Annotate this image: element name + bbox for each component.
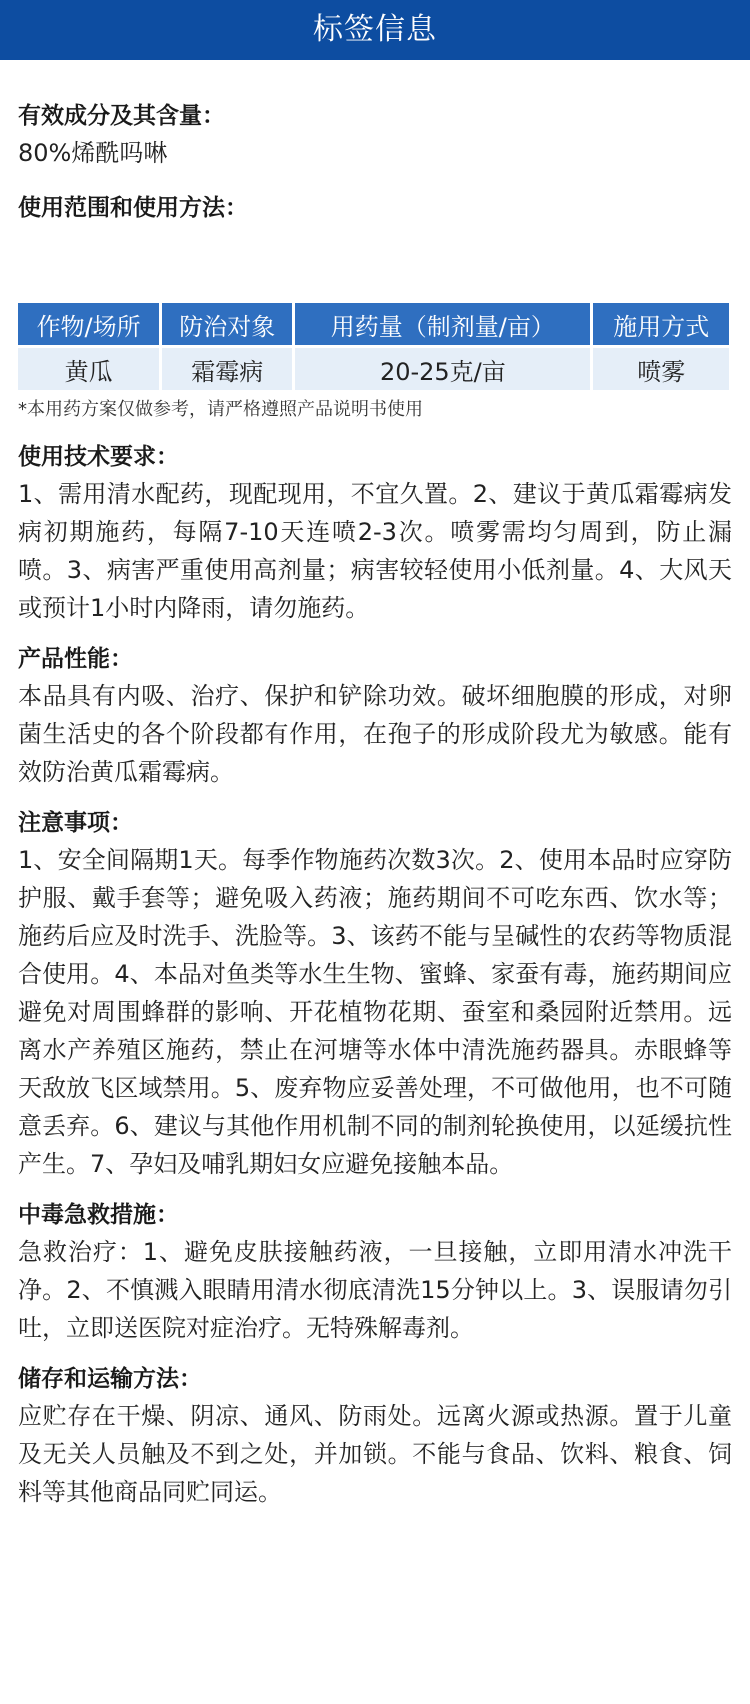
dose-table-header-row: [18, 303, 729, 345]
dose-table-cell-method: 喷雾: [593, 348, 729, 390]
dose-table-header-target: 防治对象: [162, 303, 292, 345]
precautions-body: 1、安全间隔期1天。每季作物施药次数3次。2、使用本品时应穿防护服、戴手套等；避免吸入药液；施药期间不可吃东西、饮水等；施药后应及时洗手、洗脸等。3、该药不能与呈碱性的农药等物质混合使用。4、本品对鱼类等水生生物、蜜蜂、家蚕有毒，施药期间应避免对周围蜂群的影响、开花植物花期、蚕室和桑园附近禁用。远离水产养殖区施药，禁止在河塘等水体中清洗施药器具。赤眼蜂等天敌放飞区域禁用。5、废弃物应妥善处理，不可做他用，也不可随意丢弃。6、建议与其他作用机制不同的制剂轮换使用，以延缓抗性产生。7、孕妇及哺乳期妇女应避免接触本品。: [18, 846, 732, 1178]
performance-section: [18, 641, 732, 791]
tech-requirements-section: [18, 439, 732, 627]
dose-table-cell-target: 霜霉病: [162, 348, 292, 390]
dose-table-header-dosage: 用药量（制剂量/亩）: [295, 303, 590, 345]
label-content: [0, 60, 750, 1511]
storage-section: [18, 1361, 732, 1511]
dose-table-note: *本用药方案仅做参考，请严格遵照产品说明书使用: [18, 399, 423, 420]
storage-body: 应贮存在干燥、阴凉、通风、防雨处。远离火源或热源。置于儿童及无关人员触及不到之处，并加锁。不能与食品、饮料、粮食、饲料等其他商品同贮同运。: [18, 1402, 732, 1506]
table-row: [18, 348, 729, 390]
ingredients-title: 有效成分及其含量：: [18, 103, 225, 129]
first-aid-section: [18, 1197, 732, 1347]
dose-table-cell-crop: 黄瓜: [18, 348, 159, 390]
dose-table-header-method: 施用方式: [593, 303, 729, 345]
tech-requirements-title: 使用技术要求：: [18, 444, 179, 470]
ingredients-value: 80%烯酰吗啉: [18, 139, 168, 167]
usage-scope-section: [18, 190, 732, 300]
dose-table-cell-dosage: 20-25克/亩: [295, 348, 590, 390]
dose-table: [15, 300, 732, 393]
performance-body: 本品具有内吸、治疗、保护和铲除功效。破坏细胞膜的形成，对卵菌生活史的各个阶段都有作用，在孢子的形成阶段尤为敏感。能有效防治黄瓜霜霉病。: [18, 682, 732, 786]
precautions-section: [18, 805, 732, 1183]
ingredients-section: [18, 98, 732, 172]
usage-scope-title: 使用范围和使用方法：: [18, 195, 248, 221]
page-header: [0, 0, 750, 60]
page-title: 标签信息: [313, 12, 437, 47]
performance-title: 产品性能：: [18, 646, 133, 672]
storage-title: 储存和运输方法：: [18, 1366, 202, 1392]
tech-requirements-body: 1、需用清水配药，现配现用，不宜久置。2、建议于黄瓜霜霉病发病初期施药，每隔7-10天连喷2-3次。喷雾需均匀周到，防止漏喷。3、病害严重使用高剂量；病害较轻使用小低剂量。4、大风天或预计1小时内降雨，请勿施药。: [18, 480, 732, 622]
dose-table-header-crop: 作物/场所: [18, 303, 159, 345]
first-aid-title: 中毒急救措施：: [18, 1202, 179, 1228]
precautions-title: 注意事项：: [18, 810, 133, 836]
first-aid-body: 急救治疗：1、避免皮肤接触药液，一旦接触，立即用清水冲洗干净。2、不慎溅入眼睛用清水彻底清洗15分钟以上。3、误服请勿引吐，立即送医院对症治疗。无特殊解毒剂。: [18, 1238, 732, 1342]
